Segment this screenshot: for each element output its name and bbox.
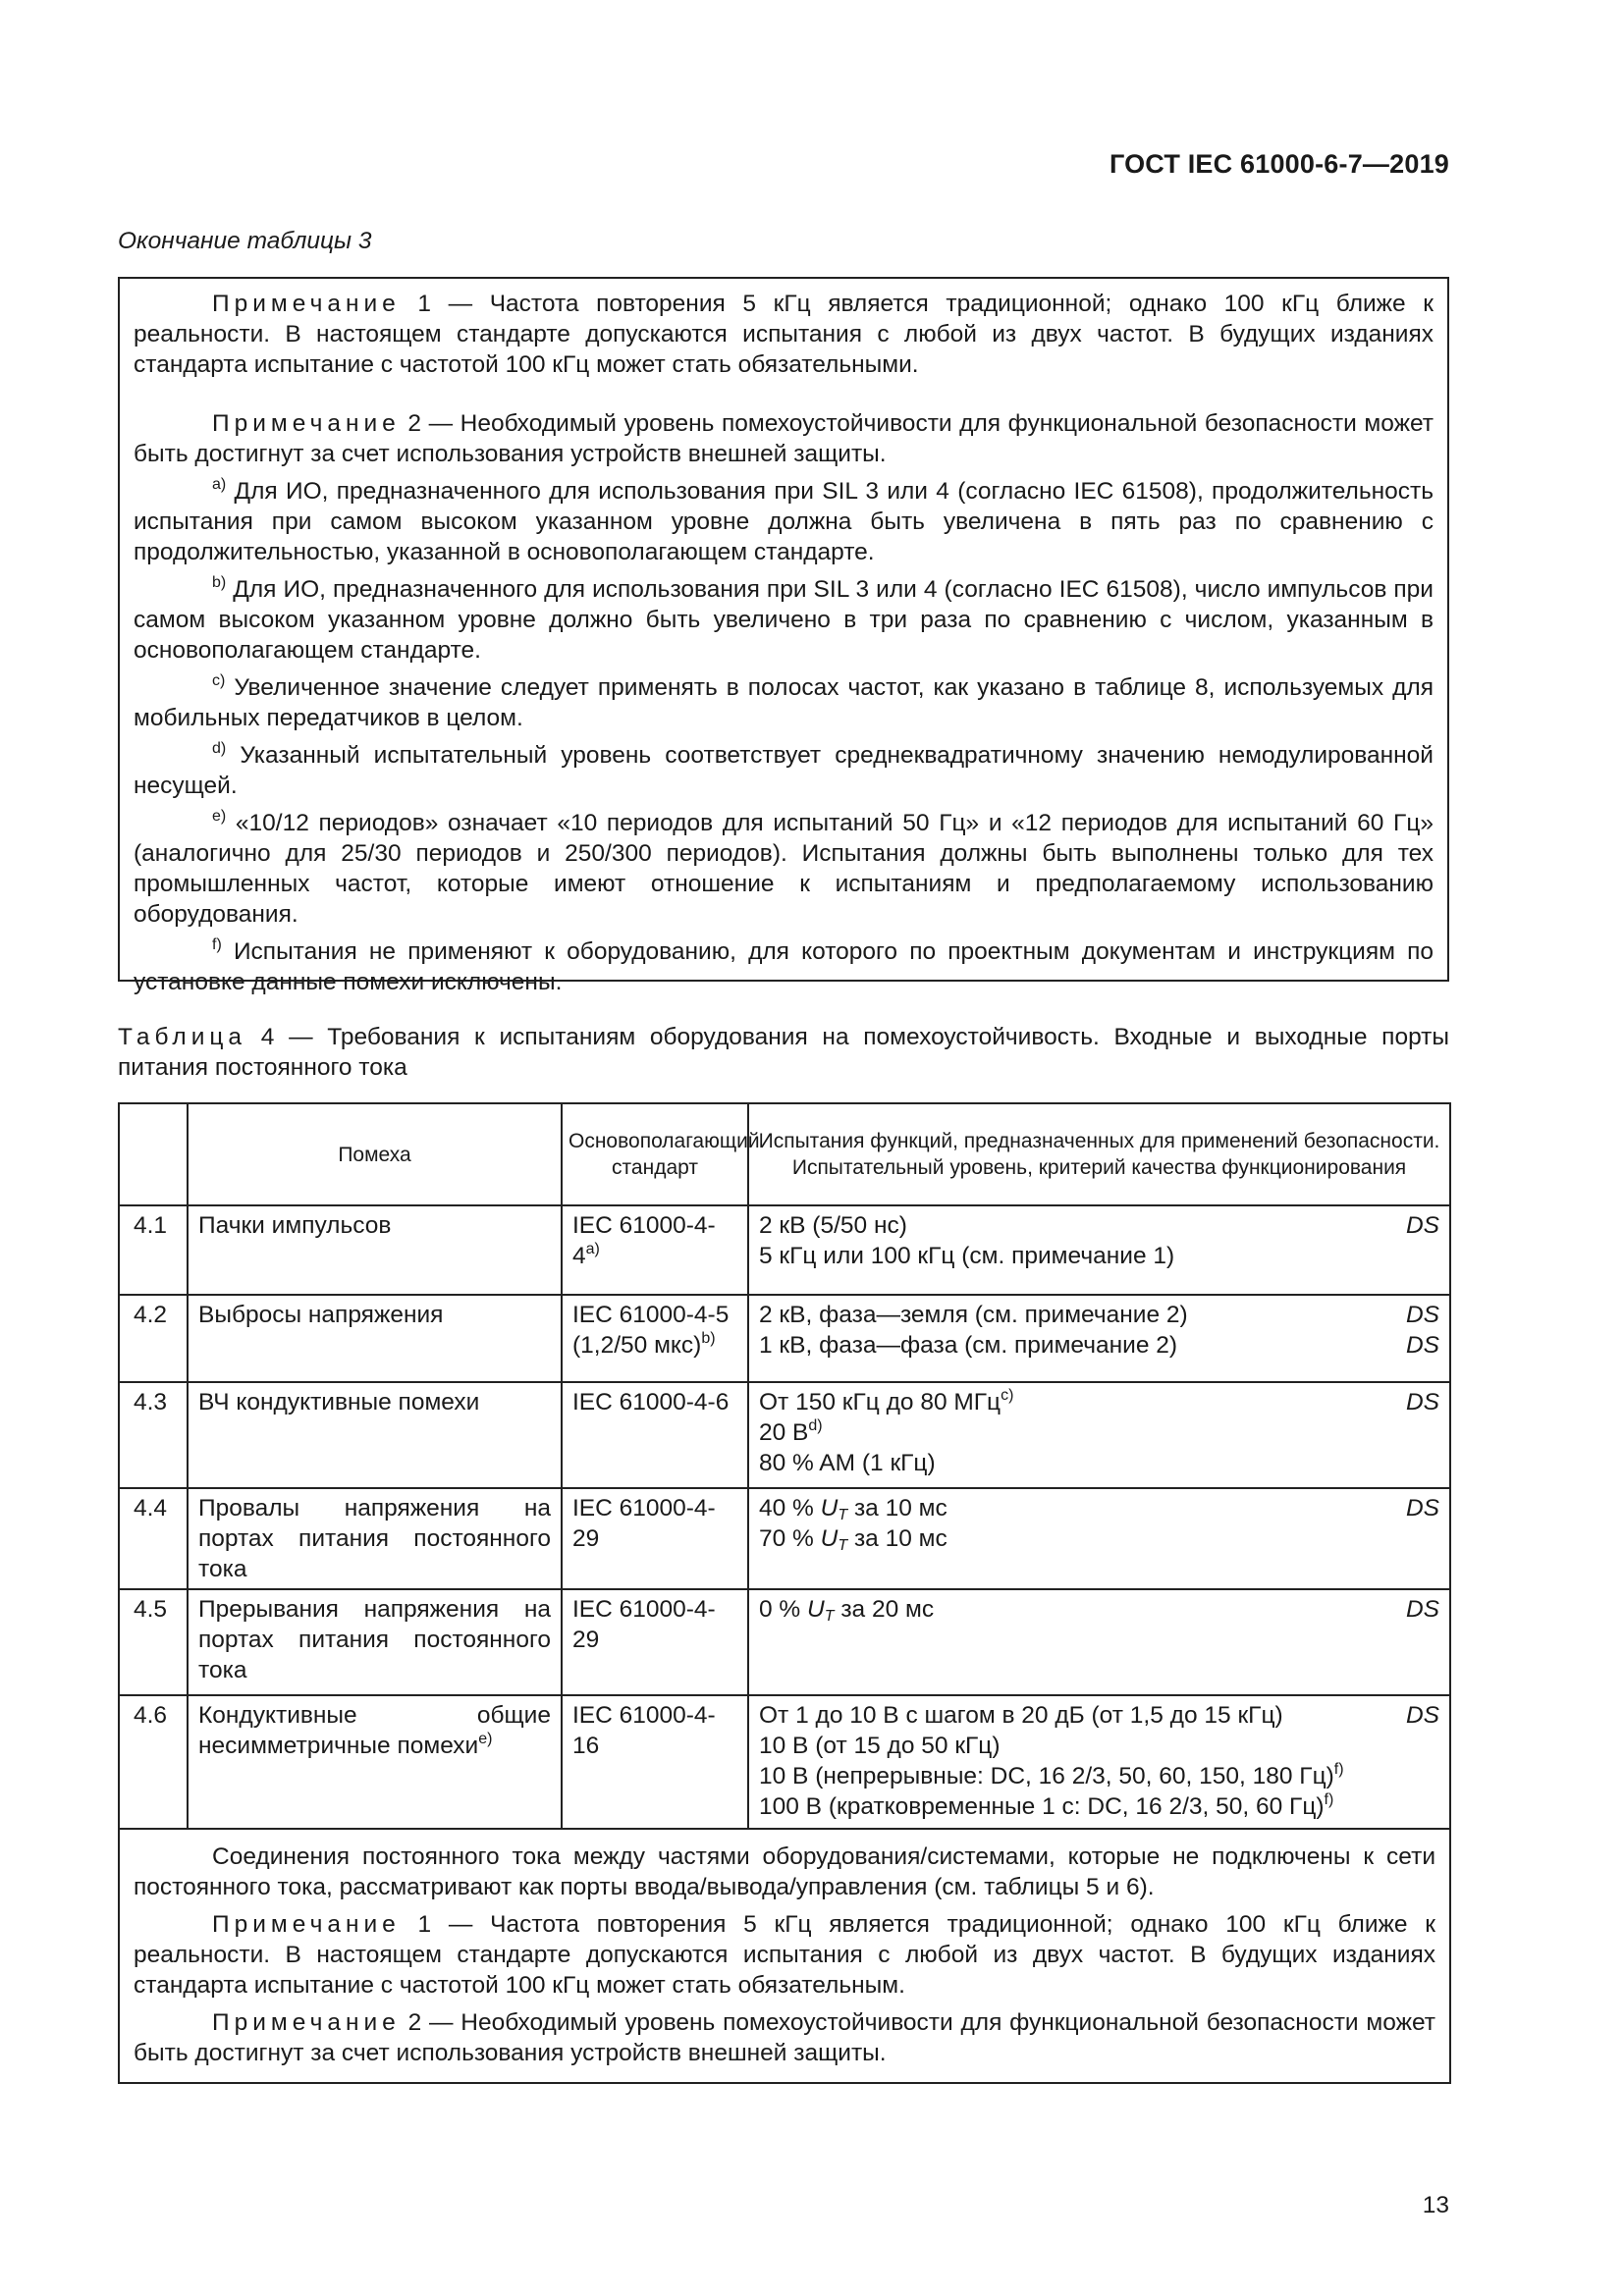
footnote-b: $^{b)}$ Для ИО, предназначенного для использования при SIL 3 или 4 (согласно IEC 61508), число импульсов при самом высоком указанном уровне должно быть увеличено в три раза по сравнению с числом, указанным в основополагающем стандарте. bbox=[134, 574, 1434, 664]
note-2: Примечание 2 — Необходимый уровень помехоустойчивости для функциональной безопасности может быть достигнут за счет использования устройств внешней защиты. bbox=[134, 2009, 1436, 2066]
table-label: Таблица bbox=[118, 1024, 247, 1050]
cell-phenomenon: Провалы напряжения на портах питания постоянного тока bbox=[188, 1488, 562, 1589]
table4-caption: Таблица 4 — Требования к испытаниям оборудования на помехоустойчивость. Входные и выходные порты питания постоянного тока bbox=[118, 1024, 1449, 1081]
footnote-c: $^{c)}$ Увеличенное значение следует применять в полосах частот, как указано в таблице 8, используемых для мобильных передатчиков в целом. bbox=[134, 672, 1434, 731]
header-phenomenon: Помеха bbox=[188, 1103, 562, 1205]
note-label: Примечание bbox=[212, 410, 401, 437]
table4-notes bbox=[119, 1829, 1450, 2083]
cell-standard: IEC 61000-4-16 bbox=[562, 1695, 748, 1829]
cell-test-level: От 150 кГц до 80 МГц$^{c)}$ 20 $В^{d)}$ 80 % AM (1 кГц) bbox=[748, 1382, 1380, 1488]
cell-test-level: 40 % $U_T$ за 10 мс 70 % $U_T$ за 10 мс bbox=[748, 1488, 1380, 1589]
header-test-level: Испытания функций, предназначенных для применений безопасности. Испытательный уровень, критерий качества функционирования bbox=[748, 1103, 1450, 1205]
note-1: Примечание 1 — Частота повторения 5 кГц является традиционной; однако 100 кГц ближе к реальности. В настоящем стандарте допускаются испытания с любой из двух частот. В будущих изданиях стандарта испытание с частотой 100 кГц может стать обязательным. bbox=[134, 1911, 1436, 1999]
note-1: Примечание 1 — Частота повторения 5 кГц является традиционной; однако 100 кГц ближе к реальности. В настоящем стандарте допускаются испытания с любой из двух частот. В будущих изданиях стандарта испытание с частотой 100 кГц может стать обязательными. bbox=[134, 291, 1434, 378]
cell-criterion: DS bbox=[1380, 1205, 1450, 1295]
footnote-mark: e) bbox=[212, 808, 227, 825]
cell-standard: IEC 61000-4-5 (1,2/50 мкс)$^{b)}$ bbox=[562, 1295, 748, 1382]
footnote-mark: b) bbox=[212, 574, 227, 591]
cell-phenomenon: Прерывания напряжения на портах питания постоянного тока bbox=[188, 1589, 562, 1695]
footnote-mark: a) bbox=[212, 476, 227, 493]
cell-standard: IEC 61000-4-29 bbox=[562, 1488, 748, 1589]
cell-criterion: DS DS bbox=[1380, 1295, 1450, 1382]
footnote-mark: f) bbox=[212, 936, 222, 953]
cell-test-level: 2 кВ (5/50 нс) 5 кГц или 100 кГц (см. примечание 1) bbox=[748, 1205, 1380, 1295]
table-continuation-caption: Окончание таблицы 3 bbox=[118, 228, 372, 254]
table-footer-paragraph: Соединения постоянного тока между частями оборудования/системами, которые не подключены к сети постоянного тока, рассматривают как порты ввода/вывода/управления (см. таблицы 5 и 6). bbox=[134, 1843, 1436, 1900]
table3-notes-box bbox=[118, 277, 1449, 995]
cell-criterion: DS bbox=[1380, 1695, 1450, 1829]
cell-standard: IEC 61000-4-29 bbox=[562, 1589, 748, 1695]
table-row: 4.4 Провалы напряжения на портах питания постоянного тока IEC 61000-4-29 40 % $U_T$ за 10 мс 70 % $U_T$ за 10 мс DS bbox=[119, 1488, 1450, 1589]
footnote-mark: c) bbox=[212, 672, 226, 689]
footnote-a: $^{a)}$ Для ИО, предназначенного для использования при SIL 3 или 4 (согласно IEC 61508), продолжительность испытания при самом высоком указанном уровне должна быть увеличена в пять раз по сравнению с продолжительностью, указанной в основополагающем стандарте. bbox=[134, 476, 1434, 565]
table-row: 4.6 Кондуктивные общие несимметричные помехи$^{e)}$ IEC 61000-4-16 От 1 до 10 В с шагом в 20 дБ (от 1,5 до 15 кГц) 10 В (от 15 до 50 кГц) 10 В (непрерывные: DC, 16 2/3, 50, 60, 150, 180 Гц)$^{f)}$ 100 В (кратковременные 1 с: DC, 16 2/3, 50, 60 Гц)$^{f)}$ DS bbox=[119, 1695, 1450, 1829]
footnote-d: $^{d)}$ Указанный испытательный уровень соответствует среднеквадратичному значению немодулированной несущей. bbox=[134, 740, 1434, 799]
cell-criterion: DS bbox=[1380, 1382, 1450, 1488]
table-row: 4.5 Прерывания напряжения на портах питания постоянного тока IEC 61000-4-29 0 % $U_T$ за 20 мс DS bbox=[119, 1589, 1450, 1695]
cell-test-level: От 1 до 10 В с шагом в 20 дБ (от 1,5 до 15 кГц) 10 В (от 15 до 50 кГц) 10 В (непрерывные: DC, 16 2/3, 50, 60, 150, 180 Гц)$^{f)}$ 100 В (кратковременные 1 с: DC, 16 2/3, 50, 60 Гц)$^{f)}$ bbox=[748, 1695, 1380, 1829]
header-number bbox=[119, 1103, 188, 1205]
cell-criterion: DS bbox=[1380, 1488, 1450, 1589]
cell-standard: IEC 61000-4-6 bbox=[562, 1382, 748, 1488]
note-label: Примечание bbox=[212, 291, 401, 317]
cell-standard: IEC 61000-4-4$^{a)}$ bbox=[562, 1205, 748, 1295]
footnote-mark: d) bbox=[212, 740, 227, 757]
table-row: 4.3 ВЧ кондуктивные помехи IEC 61000-4-6 От 150 кГц до 80 МГц$^{c)}$ 20 $В^{d)}$ 80 % AM (1 кГц) DS bbox=[119, 1382, 1450, 1488]
note-label: Примечание bbox=[212, 1911, 401, 1938]
cell-criterion: DS bbox=[1380, 1589, 1450, 1695]
cell-test-level: 2 кВ, фаза—земля (см. примечание 2) 1 кВ, фаза—фаза (см. примечание 2) bbox=[748, 1295, 1380, 1382]
cell-phenomenon: Выбросы напряжения bbox=[188, 1295, 562, 1382]
table-footer-row bbox=[119, 1829, 1450, 2083]
table-row: 4.1 Пачки импульсов IEC 61000-4-4$^{a)}$ 2 кВ (5/50 нс) 5 кГц или 100 кГц (см. примечание 1) DS bbox=[119, 1205, 1450, 1295]
note-label: Примечание bbox=[212, 2009, 401, 2036]
footnote-e: $^{e)}$ «10/12 периодов» означает «10 периодов для испытаний 50 Гц» и «12 периодов для испытаний 60 Гц» (аналогично для 25/30 периодов и 250/300 периодов). Испытания должны быть выполнены только для тех промышленных частот, которые имеют отношение к испытаниям и предполагаемому использованию оборудования. bbox=[134, 808, 1434, 928]
table-row: 4.2 Выбросы напряжения IEC 61000-4-5 (1,2/50 мкс)$^{b)}$ 2 кВ, фаза—земля (см. примечание 2) 1 кВ, фаза—фаза (см. примечание 2) DS DS bbox=[119, 1295, 1450, 1382]
table4 bbox=[118, 1102, 1451, 2084]
header-basic-standard: Основополагающий стандарт bbox=[562, 1103, 748, 1205]
cell-phenomenon: ВЧ кондуктивные помехи bbox=[188, 1382, 562, 1488]
cell-test-level: 0 % $U_T$ за 20 мс bbox=[748, 1589, 1380, 1695]
note-2: Примечание 2 — Необходимый уровень помехоустойчивости для функциональной безопасности может быть достигнут за счет использования устройств внешней защиты. bbox=[134, 410, 1434, 467]
document-header: ГОСТ IEC 61000-6-7—2019 bbox=[1109, 149, 1449, 179]
footnote-f: $^{f)}$ Испытания не применяют к оборудованию, для которого по проектным документам и инструкциям по установке данные помехи исключены. bbox=[134, 936, 1434, 995]
cell-phenomenon: Кондуктивные общие несимметричные помехи$^{e)}$ bbox=[188, 1695, 562, 1829]
table-header-row bbox=[119, 1103, 1450, 1205]
cell-phenomenon: Пачки импульсов bbox=[188, 1205, 562, 1295]
page-number: 13 bbox=[1422, 2192, 1449, 2218]
